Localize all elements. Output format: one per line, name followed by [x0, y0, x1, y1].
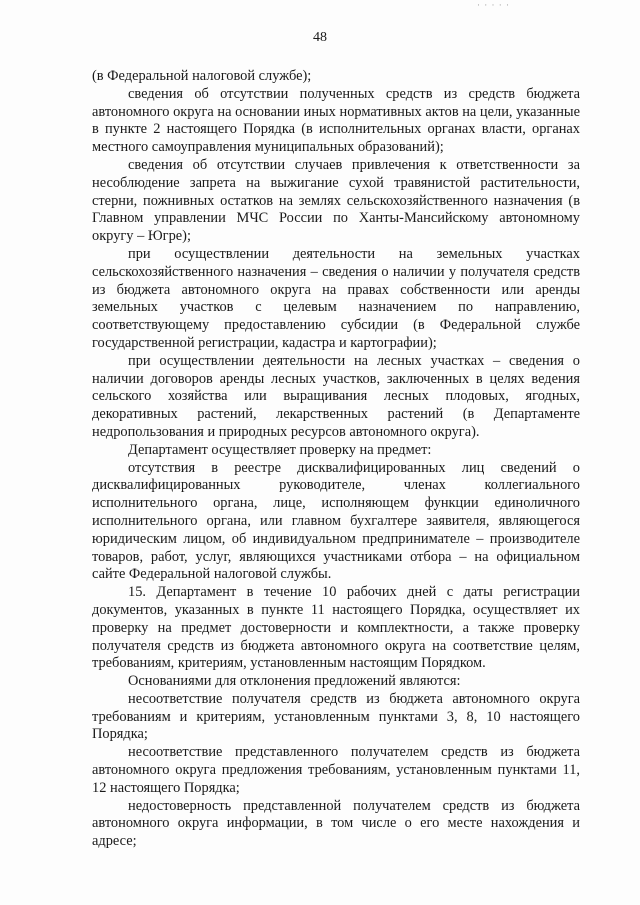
document-body — [92, 68, 580, 851]
paragraph-agricultural-land: при осуществлении деятельности на земельных участках сельскохозяйственного назначения – сведения о наличии у получателя средств из бюджета автономного округа на правах собственности или аренды земельных участков с целевым назначением по направлению, соответствующему предоставлению субсидии (в Федеральной службе государственной регистрации, кадастра и картографии); — [92, 245, 580, 351]
paragraph-unreliable-information: недостоверность представленной получателем средств из бюджета автономного округа информации, в том числе о его месте нахождения и адресе; — [92, 797, 580, 850]
top-edge-mark: · · · · · — [477, 0, 510, 10]
paragraph-rejection-grounds: Основаниями для отклонения предложений являются: — [128, 673, 461, 690]
paragraph-no-burning-violations: сведения об отсутствии случаев привлечения к ответственности за несоблюдение запрета на выжигание сухой травянистой растительности, стерни, пожнивных остатков на землях сельскохозяйственного назначения (в Главном управлении МЧС России по Ханты-Мансийскому автономному округу – Югре); — [92, 156, 580, 245]
paragraph-forest-land: при осуществлении деятельности на лесных участках – сведения о наличии договоров аренды лесных участков, заключенных в целях ведения сельского хозяйства или выращивания лесных плодовых, ягодных, декоративных растений, лекарственных растений (в Департаменте недропользования и природных ресурсов автономного округа). — [92, 352, 580, 440]
paragraph-disqualified-registry: отсутствия в реестре дисквалифицированных лиц сведений о дисквалифицированных руководителе, членах коллегиального исполнительного органа, лице, исполняющем функции единоличного исполнительного органа, или главном бухгалтере заявителя, являющегося юридическим лицом, об индивидуальном предпринимателе – производителе товаров, работ, услуг, являющихся участниками отбора – на официальном сайте Федеральной налоговой службы. — [92, 459, 580, 583]
page-number: 48 — [313, 30, 327, 45]
paragraph-department-checks: Департамент осуществляет проверку на предмет: — [128, 441, 432, 458]
paragraph-no-other-funds: сведения об отсутствии полученных средств из средств бюджета автономного округа на основании иных нормативных актов на цели, указанные в пункте 2 настоящего Порядка (в исполнительных органах власти, органах местного самоуправления муниципальных образований); — [92, 85, 580, 156]
paragraph-proposal-nonconformity: несоответствие представленного получателем средств из бюджета автономного округа предложения требованиям, установленным пунктами 11, 12 настоящего Порядка; — [92, 744, 580, 796]
paragraph-clause-15: 15. Департамент в течение 10 рабочих дней с даты регистрации документов, указанных в пункте 11 настоящего Порядка, осуществляет их проверку на предмет достоверности и комплектности, а также проверку получателя средств из бюджета автономного округа на соответствие целям, требованиям, критериям, установленным настоящим Порядком. — [92, 584, 580, 672]
paragraph-recipient-nonconformity: несоответствие получателя средств из бюджета автономного округа требованиям и критериям, установленным пунктами 3, 8, 10 настоящего Порядка; — [92, 690, 580, 743]
paragraph-fns-continuation: (в Федеральной налоговой службе); — [92, 68, 312, 84]
